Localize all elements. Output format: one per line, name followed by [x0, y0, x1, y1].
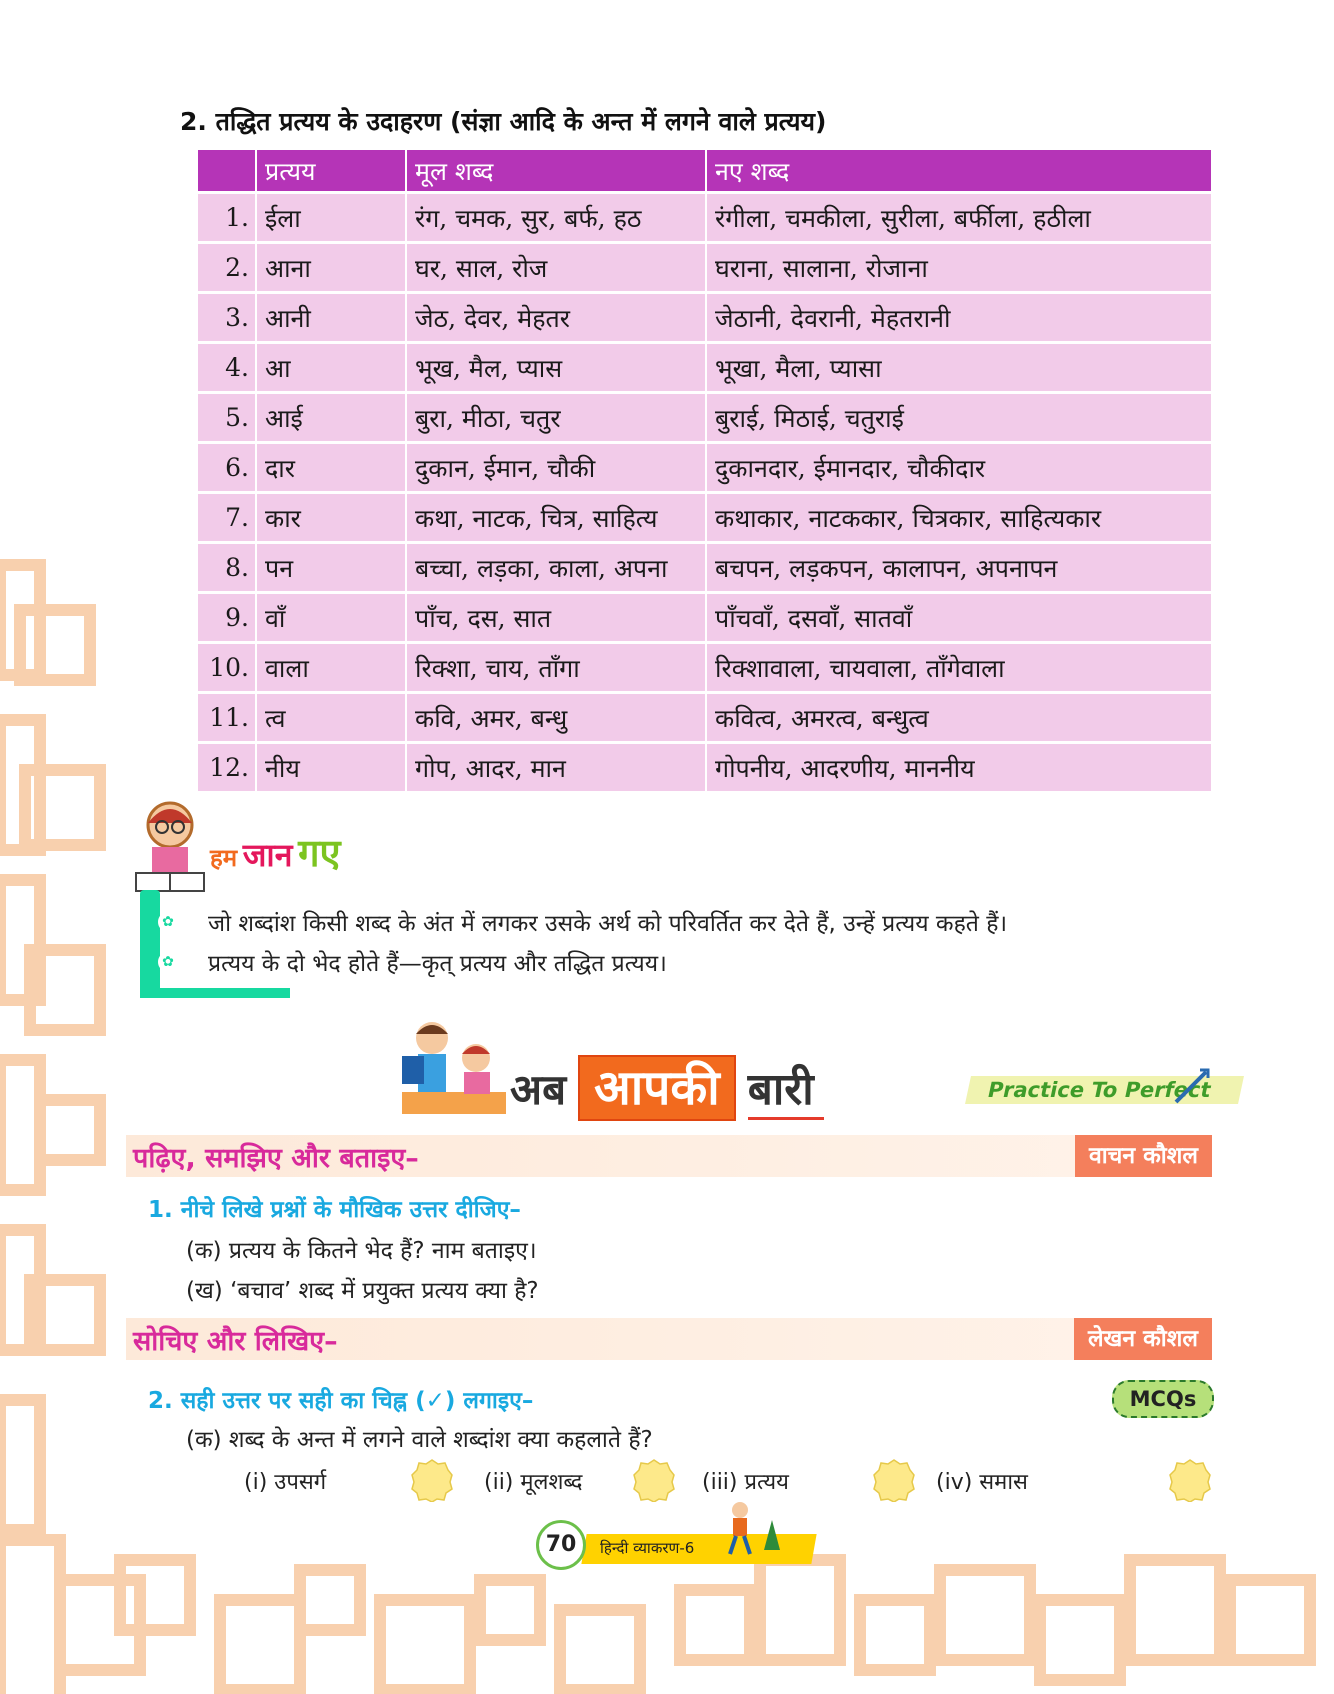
new-word-cell: बचपन, लड़कपन, कालापन, अपनापन: [706, 543, 1212, 593]
new-word-cell: कथाकार, नाटककार, चित्रकार, साहित्यकार: [706, 493, 1212, 543]
suffix-cell: ईला: [256, 193, 406, 243]
header-number: [198, 150, 256, 193]
banner-aapki: आपकी: [578, 1055, 736, 1121]
practice-to-perfect-tag: Practice To Perfect: [965, 1076, 1244, 1104]
children-studying-illustration: [398, 1012, 510, 1120]
section-title-writing: सोचिए और लिखिए–: [133, 1326, 338, 1357]
suffix-cell: आ: [256, 343, 406, 393]
mcq-option-label: (iii) प्रत्यय: [702, 1470, 789, 1495]
knowledge-accent-bottom: [140, 988, 290, 998]
answer-checkbox[interactable]: [872, 1458, 916, 1502]
root-word-cell: घर, साल, रोज: [406, 243, 706, 293]
suffix-cell: पन: [256, 543, 406, 593]
mcqs-badge: MCQs: [1112, 1380, 1214, 1418]
mcq-option-label: (i) उपसर्ग: [244, 1470, 327, 1495]
answer-checkbox[interactable]: [410, 1458, 454, 1502]
row-number: 11.: [198, 693, 256, 743]
your-turn-banner: [510, 1058, 878, 1118]
row-number: 12.: [198, 743, 256, 792]
row-number: 2.: [198, 243, 256, 293]
pen-sparkle-icon: [1172, 1066, 1212, 1106]
page-number: 70: [536, 1520, 586, 1570]
table-row: [198, 543, 1212, 593]
row-number: 6.: [198, 443, 256, 493]
row-number: 8.: [198, 543, 256, 593]
knowledge-title-hum: हम: [210, 844, 238, 872]
root-word-cell: कवि, अमर, बन्धु: [406, 693, 706, 743]
table-row: [198, 343, 1212, 393]
table-header-row: [198, 150, 1212, 193]
new-word-cell: रिक्शावाला, चायवाला, ताँगेवाला: [706, 643, 1212, 693]
header-new-word: नए शब्द: [706, 150, 1212, 193]
section-heading: 2. तद्धित प्रत्यय के उदाहरण (संज्ञा आदि के अन्त में लगने वाले प्रत्यय): [180, 107, 827, 136]
row-number: 4.: [198, 343, 256, 393]
root-word-cell: रिक्शा, चाय, ताँगा: [406, 643, 706, 693]
flower-bullet-icon: ✿: [158, 912, 178, 932]
root-word-cell: कथा, नाटक, चित्र, साहित्य: [406, 493, 706, 543]
girl-reading-illustration: [130, 795, 210, 895]
suffix-table: [198, 150, 1213, 791]
section-title-reading: पढ़िए, समझिए और बताइए–: [133, 1143, 419, 1174]
root-word-cell: भूख, मैल, प्यास: [406, 343, 706, 393]
book-title: हिन्दी व्याकरण-6: [600, 1539, 695, 1557]
row-number: 3.: [198, 293, 256, 343]
root-word-cell: जेठ, देवर, मेहतर: [406, 293, 706, 343]
table-row: [198, 593, 1212, 643]
table-row: [198, 643, 1212, 693]
header-suffix: प्रत्यय: [256, 150, 406, 193]
new-word-cell: दुकानदार, ईमानदार, चौकीदार: [706, 443, 1212, 493]
suffix-cell: आई: [256, 393, 406, 443]
knowledge-point: जो शब्दांश किसी शब्द के अंत में लगकर उसके अर्थ को परिवर्तित कर देते हैं, उन्हें प्रत्यय कहते हैं।: [208, 911, 1008, 937]
reading-skill-badge: वाचन कौशल: [1075, 1135, 1212, 1177]
suffix-cell: दार: [256, 443, 406, 493]
root-word-cell: बच्चा, लड़का, काला, अपना: [406, 543, 706, 593]
new-word-cell: बुराई, मिठाई, चतुराई: [706, 393, 1212, 443]
row-number: 10.: [198, 643, 256, 693]
flower-bullet-icon: ✿: [158, 952, 178, 972]
question-item: (क) प्रत्यय के कितने भेद हैं? नाम बताइए।: [186, 1238, 537, 1264]
table-row: [198, 193, 1212, 243]
question-item: (क) शब्द के अन्त में लगने वाले शब्दांश क्या कहलाते हैं?: [186, 1427, 653, 1453]
boy-walking-illustration: [716, 1500, 786, 1560]
table-row: [198, 493, 1212, 543]
row-number: 9.: [198, 593, 256, 643]
knowledge-title: [210, 826, 340, 878]
answer-checkbox[interactable]: [1168, 1458, 1212, 1502]
table-row: [198, 743, 1212, 792]
new-word-cell: पाँचवाँ, दसवाँ, सातवाँ: [706, 593, 1212, 643]
suffix-cell: आना: [256, 243, 406, 293]
header-root-word: मूल शब्द: [406, 150, 706, 193]
answer-checkbox[interactable]: [632, 1458, 676, 1502]
suffix-cell: वाँ: [256, 593, 406, 643]
knowledge-accent-bar: [140, 890, 160, 996]
new-word-cell: घराना, सालाना, रोजाना: [706, 243, 1212, 293]
table-row: [198, 293, 1212, 343]
question-2-title: 2. सही उत्तर पर सही का चिह्न (✓) लगाइए–: [148, 1388, 534, 1414]
question-item: (ख) ‘बचाव’ शब्द में प्रयुक्त प्रत्यय क्या है?: [186, 1278, 539, 1304]
banner-ab: अब: [510, 1064, 567, 1114]
new-word-cell: कवित्व, अमरत्व, बन्धुत्व: [706, 693, 1212, 743]
suffix-cell: कार: [256, 493, 406, 543]
new-word-cell: रंगीला, चमकीला, सुरीला, बर्फीला, हठीला: [706, 193, 1212, 243]
table-row: [198, 693, 1212, 743]
root-word-cell: गोप, आदर, मान: [406, 743, 706, 792]
root-word-cell: दुकान, ईमान, चौकी: [406, 443, 706, 493]
row-number: 7.: [198, 493, 256, 543]
suffix-cell: त्व: [256, 693, 406, 743]
table-row: [198, 243, 1212, 293]
root-word-cell: रंग, चमक, सुर, बर्फ, हठ: [406, 193, 706, 243]
table-row: [198, 443, 1212, 493]
table-row: [198, 393, 1212, 443]
new-word-cell: गोपनीय, आदरणीय, माननीय: [706, 743, 1212, 792]
row-number: 1.: [198, 193, 256, 243]
suffix-cell: आनी: [256, 293, 406, 343]
new-word-cell: जेठानी, देवरानी, मेहतरानी: [706, 293, 1212, 343]
knowledge-title-gaye: गए: [298, 831, 341, 875]
suffix-cell: नीय: [256, 743, 406, 792]
mcq-option-label: (iv) समास: [936, 1470, 1028, 1495]
root-word-cell: बुरा, मीठा, चतुर: [406, 393, 706, 443]
new-word-cell: भूखा, मैला, प्यासा: [706, 343, 1212, 393]
mcq-option-label: (ii) मूलशब्द: [484, 1470, 583, 1495]
banner-baari: बारी: [748, 1057, 824, 1120]
question-1-title: 1. नीचे लिखे प्रश्नों के मौखिक उत्तर दीजिए–: [148, 1197, 521, 1223]
knowledge-title-jaan: जान: [242, 836, 293, 874]
root-word-cell: पाँच, दस, सात: [406, 593, 706, 643]
knowledge-point: प्रत्यय के दो भेद होते हैं—कृत् प्रत्यय और तद्धित प्रत्यय।: [208, 951, 667, 977]
row-number: 5.: [198, 393, 256, 443]
suffix-cell: वाला: [256, 643, 406, 693]
writing-skill-badge: लेखन कौशल: [1074, 1318, 1212, 1360]
